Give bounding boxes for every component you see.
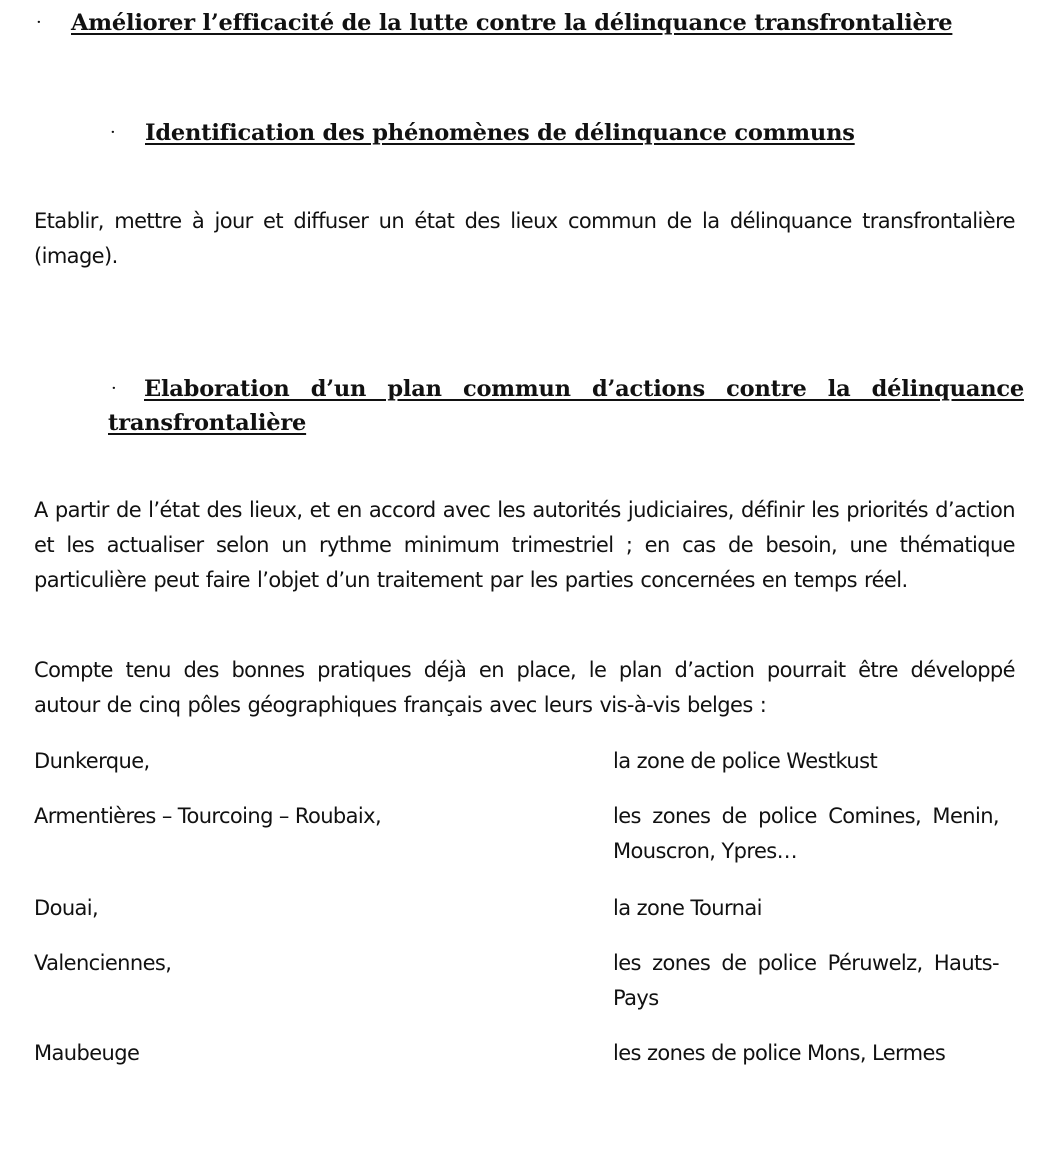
pole-belgian-zone: la zone de police Westkust — [613, 749, 878, 773]
pole-french-city: Dunkerque, — [34, 749, 150, 773]
subsection-heading-plan-commun — [108, 372, 1024, 440]
pole-belgian-zone: les zones de police Péruwelz, Hauts-Pays — [613, 951, 999, 1010]
bullet-icon: · — [111, 378, 117, 399]
section-heading-main-text: Améliorer l’efficacité de la lutte contre la délinquance transfrontalière — [71, 10, 953, 36]
poles-list — [34, 744, 1015, 1076]
bullet-icon: · — [36, 12, 42, 33]
pole-row — [34, 799, 1015, 891]
pole-french-city: Maubeuge — [34, 1041, 140, 1065]
pole-row — [34, 744, 1015, 799]
subsection-heading-plan-commun-text: Elaboration d’un plan commun d’actions contre la délinquance transfrontalière — [108, 376, 1024, 436]
pole-row — [34, 946, 1015, 1036]
pole-french-city: Armentières – Tourcoing – Roubaix, — [34, 804, 382, 828]
pole-row — [34, 1036, 1015, 1076]
subsection-heading-identification-text: Identification des phénomènes de délinquance communs — [145, 120, 855, 146]
bullet-icon: · — [110, 122, 116, 143]
pole-french-city: Valenciennes, — [34, 951, 172, 975]
paragraph-etat-des-lieux: Etablir, mettre à jour et diffuser un état des lieux commun de la délinquance transfrontalière (image). — [34, 209, 1015, 268]
pole-belgian-zone: les zones de police Mons, Lermes — [613, 1041, 946, 1065]
pole-belgian-zone: la zone Tournai — [613, 896, 762, 920]
pole-french-city: Douai, — [34, 896, 99, 920]
pole-row — [34, 891, 1015, 946]
paragraph-priorites-action: A partir de l’état des lieux, et en accord avec les autorités judiciaires, définir les priorités d’action et les actualiser selon un rythme minimum trimestriel ; en cas de besoin, une thématique particulière peut faire l’objet d’un traitement par les parties concernées en temps réel. — [34, 498, 1015, 592]
paragraph-poles-geographiques: Compte tenu des bonnes pratiques déjà en place, le plan d’action pourrait être développé autour de cinq pôles géographiques français avec leurs vis-à-vis belges : — [34, 658, 1015, 717]
pole-belgian-zone: les zones de police Comines, Menin, Mouscron, Ypres… — [613, 804, 999, 863]
